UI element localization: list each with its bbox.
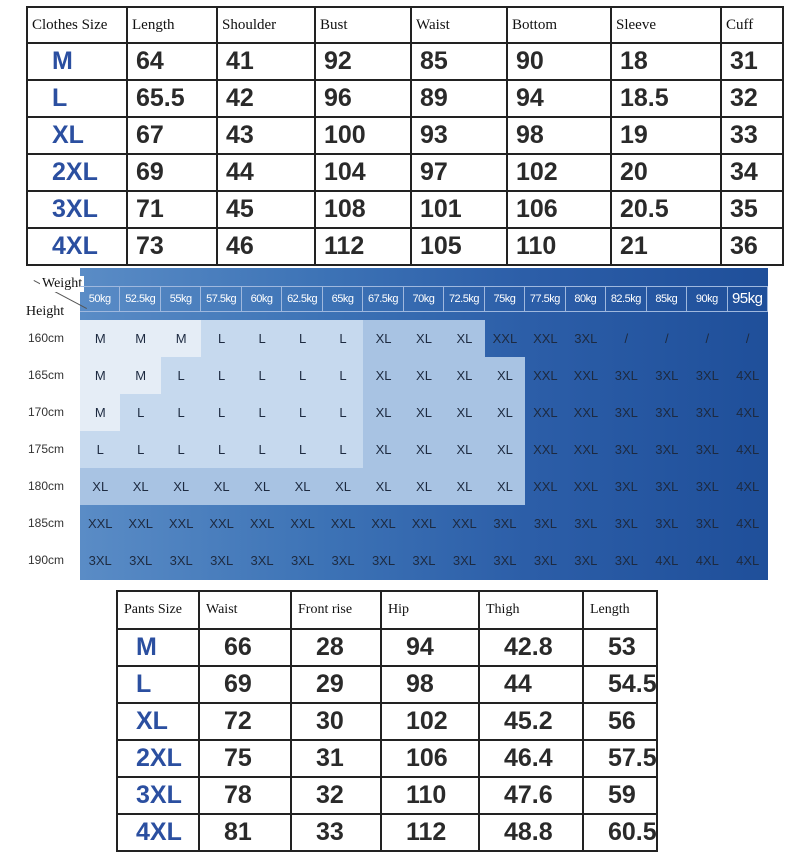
size-cell: 4XL (695, 553, 719, 568)
value-cell: 44 (217, 154, 315, 191)
size-cell: M (120, 320, 160, 357)
value-cell: 106 (507, 191, 611, 228)
weight-label: 90kg (687, 287, 727, 311)
size-cell: XXL (87, 516, 113, 531)
clothes-size-table (26, 6, 784, 266)
size-cell: XXL (533, 479, 558, 494)
value-cell: 59 (583, 777, 657, 814)
size-cell: XL (363, 394, 403, 431)
value-cell: 93 (411, 117, 507, 154)
size-cell: L (80, 431, 120, 468)
value-cell: 54.5 (583, 666, 657, 703)
size-cell: XXL (573, 368, 599, 383)
size-cell: 3XL (655, 516, 679, 531)
size-cell: L (282, 431, 322, 468)
size-cell: M (80, 357, 120, 394)
value-cell: 46.4 (479, 740, 583, 777)
size-cell: XXL (371, 516, 396, 531)
weight-label: 62.5kg (282, 287, 322, 311)
size-cell: XL (444, 357, 484, 394)
size-cell: XL (404, 394, 444, 431)
pants-header-row (117, 591, 657, 629)
size-cell: XXL (533, 405, 558, 420)
height-label: 190cm (28, 553, 65, 567)
value-cell: 20 (611, 154, 721, 191)
header-cell: Hip (381, 591, 479, 629)
size-cell: XL (485, 468, 525, 505)
size-cell: 3XL (574, 516, 598, 531)
header-cell: Bust (315, 7, 411, 43)
value-cell: 105 (411, 228, 507, 265)
size-cell: 4XL (736, 479, 760, 494)
size-cell: 3XL (655, 368, 679, 383)
size-cell: 3XL (27, 191, 127, 228)
value-cell: 110 (507, 228, 611, 265)
size-cell: L (282, 320, 322, 357)
value-cell: 57.5 (583, 740, 657, 777)
size-cell: 3XL (88, 553, 112, 568)
weight-label: 65kg (323, 287, 363, 311)
value-cell: 30 (291, 703, 381, 740)
table-row (27, 80, 783, 117)
size-cell: M (117, 629, 199, 666)
size-cell: L (161, 394, 201, 431)
value-cell: 41 (217, 43, 315, 80)
size-cell: L (242, 394, 282, 431)
size-cell: / (624, 331, 629, 346)
size-cell: XXL (128, 516, 153, 531)
size-cell: XXL (168, 516, 194, 531)
value-cell: 96 (315, 80, 411, 117)
value-cell: 71 (127, 191, 217, 228)
table-row (117, 814, 657, 851)
value-cell: 112 (315, 228, 411, 265)
size-cell: 3XL (695, 442, 719, 457)
size-cell: 4XL (736, 405, 760, 420)
weight-label: 82.5kg (606, 287, 646, 311)
size-cell: XL (161, 468, 201, 505)
size-cell: L (201, 431, 241, 468)
value-cell: 42.8 (479, 629, 583, 666)
size-cell: XL (363, 468, 403, 505)
value-cell: 101 (411, 191, 507, 228)
size-cell: XL (80, 468, 120, 505)
size-cell: 4XL (655, 553, 679, 568)
table-row (27, 191, 783, 228)
size-cell: 4XL (736, 368, 760, 383)
value-cell: 29 (291, 666, 381, 703)
value-cell: 44 (479, 666, 583, 703)
weight-header-row (80, 286, 768, 312)
size-cell: L (117, 666, 199, 703)
size-cell: M (120, 357, 160, 394)
value-cell: 104 (315, 154, 411, 191)
size-cell: XL (27, 117, 127, 154)
size-cell: 4XL (736, 553, 760, 568)
size-cell: XL (404, 468, 444, 505)
size-cell: 3XL (655, 405, 679, 420)
size-cell: XXL (249, 516, 275, 531)
size-cell: XL (404, 431, 444, 468)
clothes-header-row (27, 7, 783, 43)
table-row (117, 777, 657, 814)
value-cell: 45.2 (479, 703, 583, 740)
value-cell: 98 (507, 117, 611, 154)
value-cell: 98 (381, 666, 479, 703)
header-cell: Sleeve (611, 7, 721, 43)
table-row (27, 228, 783, 265)
size-cell: L (282, 394, 322, 431)
weight-label: 57.5kg (201, 287, 241, 311)
value-cell: 92 (315, 43, 411, 80)
height-label: 175cm (28, 442, 65, 456)
weight-label: 75kg (485, 287, 525, 311)
weight-label: 72.5kg (444, 287, 484, 311)
chart-row (80, 542, 768, 579)
weight-label: 70kg (404, 287, 444, 311)
size-cell: XXL (533, 442, 558, 457)
size-cell: 3XL (331, 553, 355, 568)
size-cell: L (27, 80, 127, 117)
size-cell: XL (485, 394, 525, 431)
size-cell: XXL (573, 405, 599, 420)
size-cell: XXL (452, 516, 477, 531)
size-cell: M (161, 320, 201, 357)
value-cell: 46 (217, 228, 315, 265)
table-row (117, 666, 657, 703)
size-cell: 3XL (452, 553, 477, 568)
size-cell: M (27, 43, 127, 80)
size-cell: 2XL (117, 740, 199, 777)
size-cell: L (120, 394, 160, 431)
table-row (117, 703, 657, 740)
size-cell: 3XL (412, 553, 436, 568)
size-cell: L (201, 357, 241, 394)
size-cell: 3XL (614, 405, 638, 420)
size-cell: 3XL (614, 442, 638, 457)
size-cell: 3XL (169, 553, 193, 568)
size-cell: 3XL (614, 479, 638, 494)
header-cell: Length (583, 591, 657, 629)
size-cell: XL (120, 468, 160, 505)
value-cell: 35 (721, 191, 783, 228)
size-cell: L (323, 394, 363, 431)
pants-size-table (116, 590, 658, 852)
value-cell: 78 (199, 777, 291, 814)
weight-label: 77.5kg (525, 287, 565, 311)
value-cell: 75 (199, 740, 291, 777)
value-cell: 47.6 (479, 777, 583, 814)
size-cell: XL (363, 357, 403, 394)
value-cell: 33 (721, 117, 783, 154)
chart-row (80, 505, 768, 542)
size-cell: / (705, 331, 710, 346)
value-cell: 66 (199, 629, 291, 666)
height-caption: Height (26, 304, 65, 319)
value-cell: 94 (381, 629, 479, 666)
size-cell: XXL (573, 442, 599, 457)
weight-label: 85kg (647, 287, 687, 311)
value-cell: 97 (411, 154, 507, 191)
size-cell: L (242, 320, 282, 357)
header-cell: Cuff (721, 7, 783, 43)
header-cell: Shoulder (217, 7, 315, 43)
size-cell: 3XL (574, 331, 598, 346)
value-cell: 65.5 (127, 80, 217, 117)
weight-caption: Weight (42, 276, 83, 291)
size-cell: L (201, 394, 241, 431)
value-cell: 72 (199, 703, 291, 740)
header-cell: Thigh (479, 591, 583, 629)
chart-row (80, 394, 768, 431)
weight-label: 55kg (161, 287, 201, 311)
height-label: 165cm (28, 368, 65, 382)
size-cell: 2XL (27, 154, 127, 191)
size-cell: 3XL (695, 405, 719, 420)
size-cell: L (323, 320, 363, 357)
value-cell: 34 (721, 154, 783, 191)
chart-row (80, 468, 768, 505)
table-row (27, 154, 783, 191)
value-cell: 73 (127, 228, 217, 265)
size-cell: XL (444, 468, 484, 505)
size-cell: L (282, 357, 322, 394)
size-cell: XXL (411, 516, 437, 531)
table-row (117, 740, 657, 777)
size-grid (80, 320, 768, 579)
header-cell: Waist (199, 591, 291, 629)
size-cell: 3XL (250, 553, 274, 568)
size-cell: L (242, 431, 282, 468)
size-cell: XL (242, 468, 282, 505)
size-cell: L (201, 320, 241, 357)
size-cell: 3XL (533, 553, 557, 568)
value-cell: 89 (411, 80, 507, 117)
size-cell: XXL (533, 331, 558, 346)
size-cell: L (120, 431, 160, 468)
size-cell: XXL (330, 516, 356, 531)
height-label: 170cm (28, 405, 65, 419)
value-cell: 42 (217, 80, 315, 117)
table-row (117, 629, 657, 666)
size-cell: M (80, 320, 120, 357)
header-cell: Bottom (507, 7, 611, 43)
size-cell: 3XL (533, 516, 557, 531)
value-cell: 53 (583, 629, 657, 666)
height-label: 160cm (28, 331, 65, 345)
value-cell: 21 (611, 228, 721, 265)
value-cell: 45 (217, 191, 315, 228)
value-cell: 18 (611, 43, 721, 80)
value-cell: 112 (381, 814, 479, 851)
header-cell: Length (127, 7, 217, 43)
value-cell: 94 (507, 80, 611, 117)
value-cell: 106 (381, 740, 479, 777)
size-cell: 4XL (117, 814, 199, 851)
value-cell: 69 (199, 666, 291, 703)
size-recommendation-chart (0, 268, 790, 580)
value-cell: 18.5 (611, 80, 721, 117)
size-cell: 3XL (371, 553, 396, 568)
size-cell: 3XL (614, 368, 638, 383)
size-cell: XL (282, 468, 322, 505)
value-cell: 102 (507, 154, 611, 191)
size-cell: XXL (492, 331, 518, 346)
size-cell: / (664, 331, 669, 346)
size-cell: L (323, 431, 363, 468)
size-cell: XL (323, 468, 363, 505)
header-cell: Waist (411, 7, 507, 43)
size-cell: 3XL (695, 479, 719, 494)
size-cell: L (242, 357, 282, 394)
height-label: 180cm (28, 479, 65, 493)
size-cell: 3XL (574, 553, 598, 568)
size-cell: XXL (209, 516, 234, 531)
header-cell: Front rise (291, 591, 381, 629)
size-cell: XL (363, 320, 403, 357)
size-cell: XL (444, 394, 484, 431)
size-cell: 3XL (117, 777, 199, 814)
size-cell: XL (444, 431, 484, 468)
value-cell: 20.5 (611, 191, 721, 228)
size-cell: 3XL (655, 442, 679, 457)
size-cell: 3XL (129, 553, 153, 568)
value-cell: 85 (411, 43, 507, 80)
chart-row (80, 357, 768, 394)
value-cell: 108 (315, 191, 411, 228)
size-cell: XL (485, 357, 525, 394)
value-cell: 110 (381, 777, 479, 814)
value-cell: 36 (721, 228, 783, 265)
value-cell: 67 (127, 117, 217, 154)
size-cell: XL (117, 703, 199, 740)
size-cell: 3XL (695, 368, 719, 383)
weight-label: 50kg (80, 287, 120, 311)
value-cell: 31 (291, 740, 381, 777)
size-cell: XL (201, 468, 241, 505)
size-cell: M (80, 394, 120, 431)
value-cell: 56 (583, 703, 657, 740)
header-cell: Clothes Size (27, 7, 127, 43)
weight-label: 67.5kg (363, 287, 403, 311)
chart-row (80, 431, 768, 468)
value-cell: 100 (315, 117, 411, 154)
value-cell: 48.8 (479, 814, 583, 851)
weight-label: 52.5kg (120, 287, 160, 311)
value-cell: 90 (507, 43, 611, 80)
size-cell: 3XL (614, 553, 638, 568)
size-cell: 3XL (493, 516, 517, 531)
value-cell: 31 (721, 43, 783, 80)
size-cell: XL (485, 431, 525, 468)
size-cell: XL (444, 320, 484, 357)
size-cell: XXL (573, 479, 599, 494)
size-cell: L (323, 357, 363, 394)
size-cell: 4XL (27, 228, 127, 265)
size-cell: XL (404, 357, 444, 394)
value-cell: 32 (291, 777, 381, 814)
value-cell: 28 (291, 629, 381, 666)
table-row (27, 117, 783, 154)
size-cell: L (161, 357, 201, 394)
size-cell: 3XL (614, 516, 638, 531)
value-cell: 69 (127, 154, 217, 191)
size-cell: 3XL (655, 479, 679, 494)
size-cell: 4XL (736, 442, 760, 457)
value-cell: 81 (199, 814, 291, 851)
value-cell: 33 (291, 814, 381, 851)
height-label: 185cm (28, 516, 65, 530)
value-cell: 32 (721, 80, 783, 117)
value-cell: 60.5 (583, 814, 657, 851)
size-cell: XXL (290, 516, 315, 531)
size-cell: 3XL (695, 516, 719, 531)
size-cell: L (161, 431, 201, 468)
size-cell: XL (363, 431, 403, 468)
size-cell: 3XL (291, 553, 315, 568)
table-row (27, 43, 783, 80)
weight-label: 60kg (242, 287, 282, 311)
size-cell: / (745, 331, 750, 346)
size-cell: 3XL (210, 553, 234, 568)
value-cell: 43 (217, 117, 315, 154)
weight-label: 80kg (566, 287, 606, 311)
size-cell: XL (404, 320, 444, 357)
size-cell: 3XL (493, 553, 517, 568)
size-cell: 4XL (736, 516, 760, 531)
value-cell: 19 (611, 117, 721, 154)
weight-label: 95kg (728, 287, 768, 311)
value-cell: 64 (127, 43, 217, 80)
header-cell: Pants Size (117, 591, 199, 629)
size-cell: XXL (533, 368, 558, 383)
chart-row (80, 320, 768, 357)
value-cell: 102 (381, 703, 479, 740)
